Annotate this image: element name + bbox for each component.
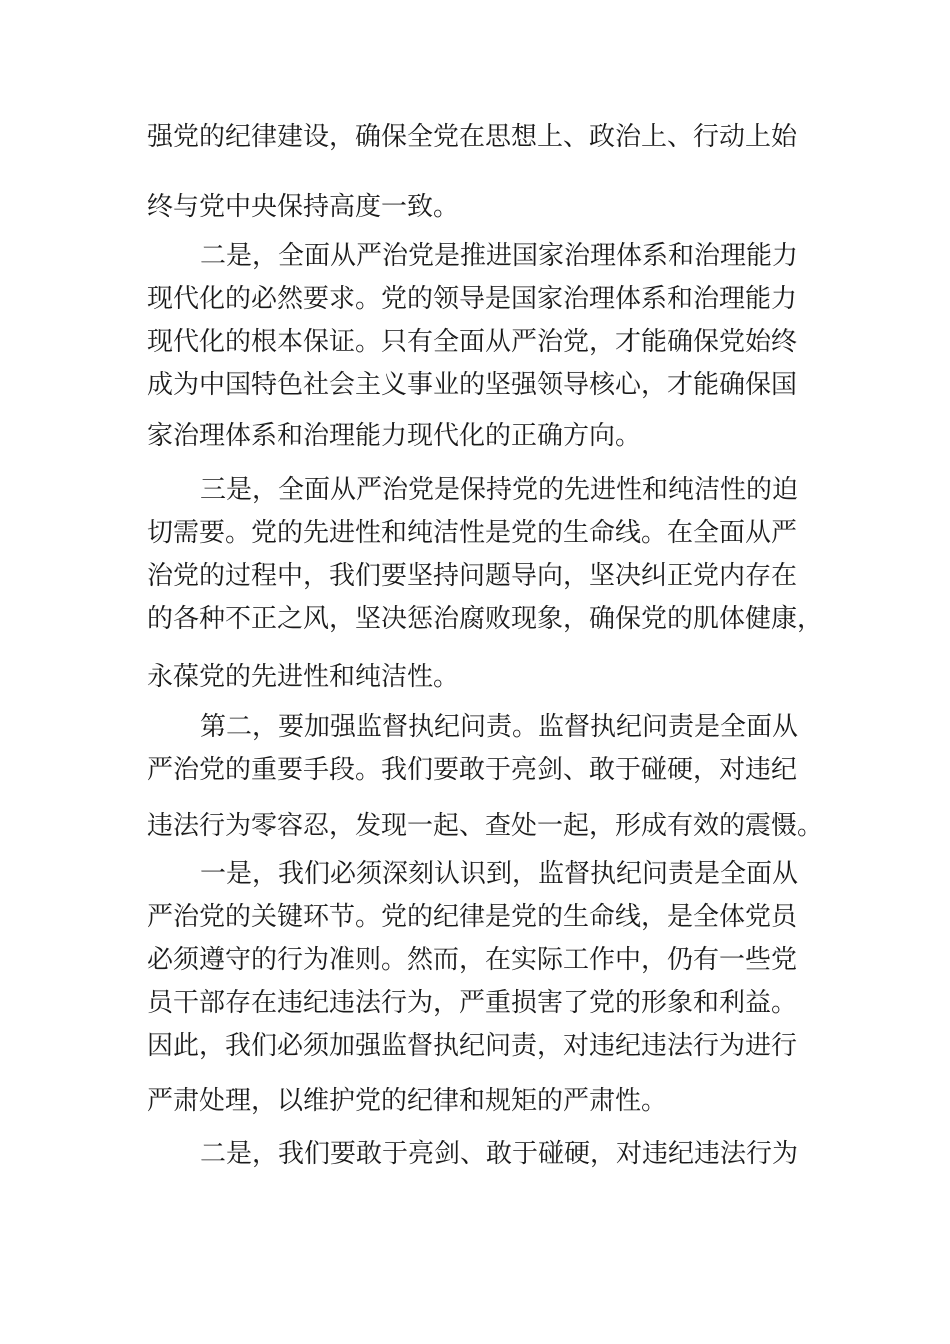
text-line: 的各种不正之风，坚决惩治腐败现象，确保党的肌体健康， — [147, 604, 824, 634]
text-line: 严肃处理，以维护党的纪律和规矩的严肃性。 — [147, 1086, 668, 1116]
text-line: 现代化的根本保证。只有全面从严治党，才能确保党始终 — [147, 327, 798, 357]
text-line: 违法行为零容忍，发现一起、查处一起，形成有效的震慑。 — [147, 811, 824, 841]
text-line: 严治党的关键环节。党的纪律是党的生命线，是全体党员 — [147, 902, 798, 932]
text-line: 切需要。党的先进性和纯洁性是党的生命线。在全面从严 — [147, 518, 798, 548]
text-line: 第二，要加强监督执纪问责。监督执纪问责是全面从 — [200, 712, 799, 742]
text-line: 治党的过程中，我们要坚持问题导向，坚决纠正党内存在 — [147, 561, 798, 591]
text-line: 二是，我们要敢于亮剑、敢于碰硬，对违纪违法行为 — [200, 1139, 799, 1169]
text-line: 员干部存在违纪违法行为，严重损害了党的形象和利益。 — [147, 988, 798, 1018]
text-line: 一是，我们必须深刻认识到，监督执纪问责是全面从 — [200, 859, 799, 889]
text-line: 强党的纪律建设，确保全党在思想上、政治上、行动上始 — [147, 122, 798, 152]
text-line: 因此，我们必须加强监督执纪问责，对违纪违法行为进行 — [147, 1031, 798, 1061]
text-line: 三是，全面从严治党是保持党的先进性和纯洁性的迫 — [200, 475, 799, 505]
text-line: 终与党中央保持高度一致。 — [147, 192, 460, 222]
text-line: 必须遵守的行为准则。然而，在实际工作中，仍有一些党 — [147, 945, 798, 975]
text-line: 严治党的重要手段。我们要敢于亮剑、敢于碰硬，对违纪 — [147, 755, 798, 785]
text-line: 二是，全面从严治党是推进国家治理体系和治理能力 — [200, 241, 799, 271]
text-line: 家治理体系和治理能力现代化的正确方向。 — [147, 421, 642, 451]
text-line: 成为中国特色社会主义事业的坚强领导核心，才能确保国 — [147, 370, 798, 400]
text-line: 永葆党的先进性和纯洁性。 — [147, 662, 460, 692]
text-line: 现代化的必然要求。党的领导是国家治理体系和治理能力 — [147, 284, 798, 314]
